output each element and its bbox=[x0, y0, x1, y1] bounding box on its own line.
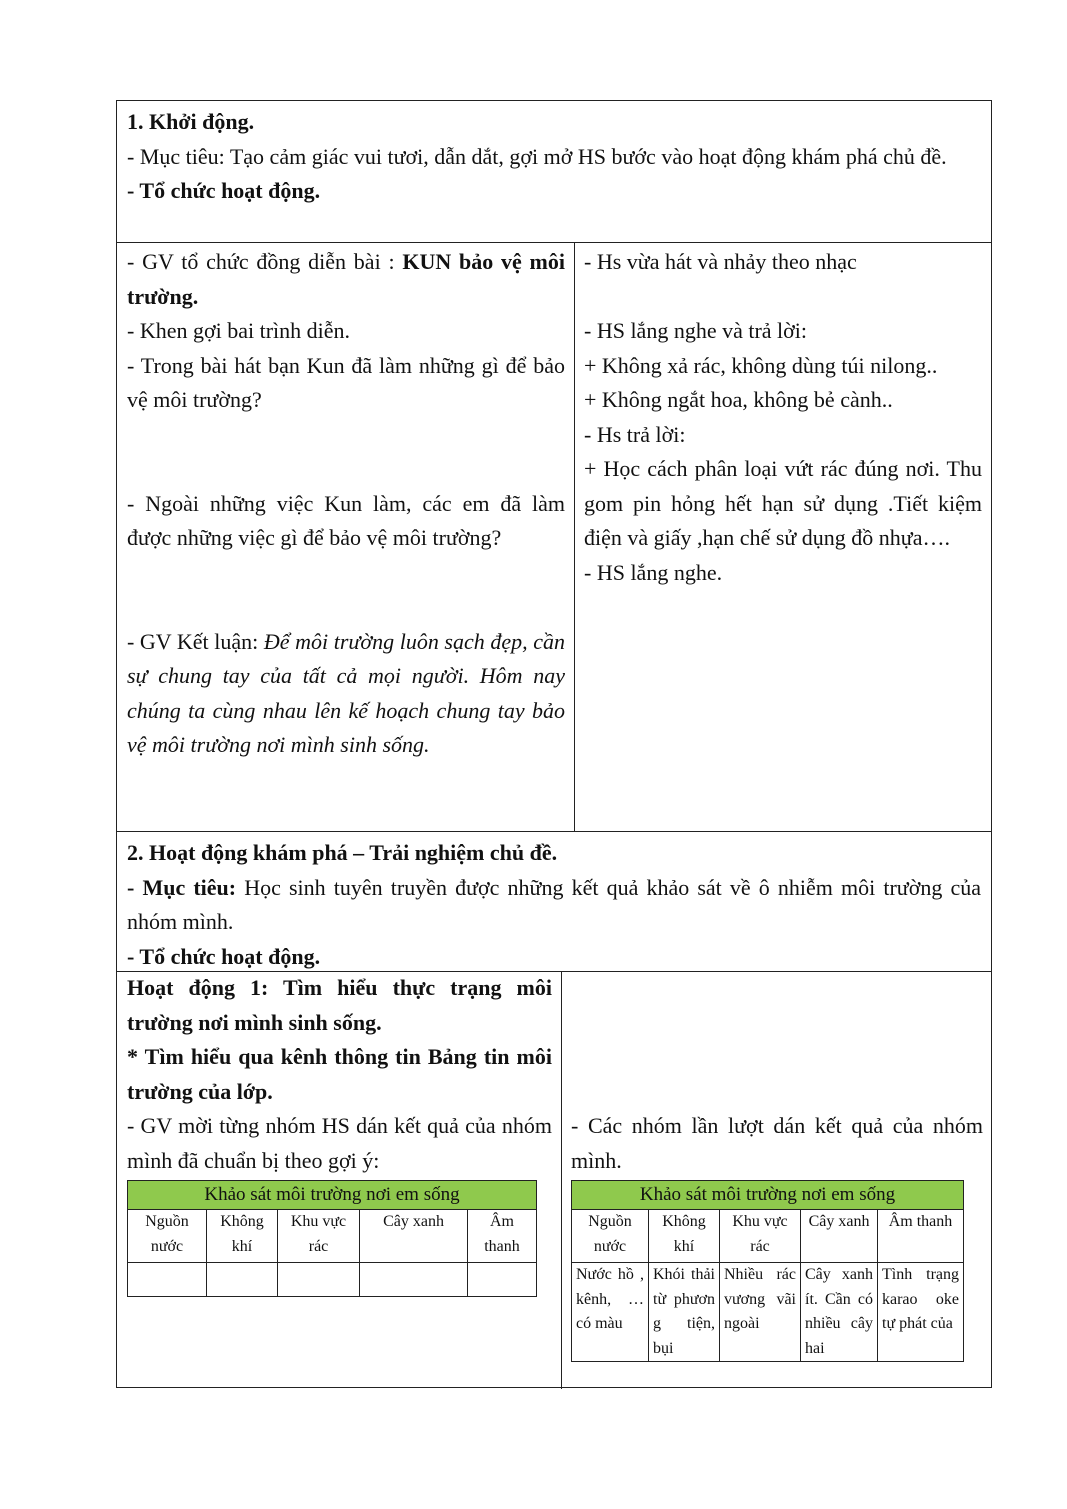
teacher-step-2: - Khen gợi bai trình diễn. bbox=[127, 318, 351, 343]
section-2-objective bbox=[127, 871, 981, 940]
table-cell bbox=[360, 1263, 468, 1297]
teacher-conclusion bbox=[127, 625, 565, 763]
teacher-step-1-text: - GV tổ chức đồng diễn bài : bbox=[127, 249, 403, 274]
teacher-conclusion-label: - GV Kết luận: bbox=[127, 628, 264, 654]
teacher-column-2 bbox=[127, 971, 552, 1178]
header-sound: Âm thanh bbox=[468, 1210, 537, 1263]
student-column bbox=[584, 245, 982, 590]
table-cell bbox=[278, 1263, 360, 1297]
student-step-5: - Hs trả lời: bbox=[584, 421, 686, 447]
survey-table-empty bbox=[127, 1180, 537, 1297]
header-air: Không khí bbox=[649, 1210, 720, 1263]
teacher-conclusion-text: Để môi trường luôn sạch đẹp, cần sự chung tay của tất cả mọi người. Hôm nay chúng ta cùng nhau lên kế hoạch chung tay bảo vệ môi trường nơi mình sinh sống. bbox=[127, 628, 565, 757]
column-divider bbox=[561, 971, 562, 1389]
table-cell bbox=[128, 1263, 207, 1297]
section-2-objective-text: Học sinh tuyên truyền được những kết quả khảo sát về ô nhiễm môi trường của nhóm mình. bbox=[127, 874, 981, 934]
header-trees: Cây xanh bbox=[360, 1210, 468, 1263]
survey-caption: Khảo sát môi trường nơi em sống bbox=[128, 1181, 537, 1210]
table-cell bbox=[207, 1263, 278, 1297]
header-trees: Cây xanh bbox=[801, 1210, 878, 1263]
table-cell: Khói thải từ phươn g tiện, bụi bbox=[649, 1263, 720, 1362]
student-step-7: - HS lắng nghe. bbox=[584, 559, 723, 585]
spacer bbox=[127, 418, 565, 487]
activity-1-subtitle: * Tìm hiểu qua kênh thông tin Bảng tin môi trường của lớp. bbox=[127, 1044, 552, 1104]
section-2-header bbox=[117, 832, 991, 978]
table-cell: Cây xanh ít. Cần có nhiều cây hai bbox=[801, 1263, 878, 1362]
teacher-step-4: - Ngoài những việc Kun làm, các em đã làm được những việc gì để bảo vệ môi trường? bbox=[127, 490, 565, 550]
divider bbox=[117, 242, 991, 243]
activity-1-title: Hoạt động 1: Tìm hiểu thực trạng môi trường nơi mình sinh sống. bbox=[127, 975, 552, 1035]
student-response: - Các nhóm lần lượt dán kết quả của nhóm mình. bbox=[571, 1113, 983, 1173]
table-cell: Nhiều rác vương vãi ngoài bbox=[720, 1263, 801, 1362]
table-cell: Tình trạng karao oke tự phát của bbox=[878, 1263, 964, 1362]
header-water: Nguồn nước bbox=[128, 1210, 207, 1263]
teacher-instruction: - GV mời từng nhóm HS dán kết quả của nhóm mình đã chuẩn bị theo gợi ý: bbox=[127, 1113, 552, 1173]
table-cell bbox=[468, 1263, 537, 1297]
section-2-organize: - Tổ chức hoạt động. bbox=[127, 943, 321, 969]
teacher-step-1 bbox=[127, 245, 565, 314]
section-1-header bbox=[117, 101, 991, 213]
spacer bbox=[584, 280, 982, 315]
student-column-2 bbox=[571, 1109, 983, 1178]
survey-table-filled bbox=[571, 1180, 964, 1362]
student-step-6: + Học cách phân loại vứt rác đúng nơi. Thu gom pin hỏng hết hạn sử dụng .Tiết kiệm điện và giấy ,hạn chế sử dụng đồ nhựa…. bbox=[584, 456, 982, 550]
header-waste: Khu vực rác bbox=[278, 1210, 360, 1263]
section-1-objective: - Mục tiêu: Tạo cảm giác vui tươi, dẫn dắt, gợi mở HS bước vào hoạt động khám phá chủ đề. bbox=[127, 143, 947, 169]
survey-caption: Khảo sát môi trường nơi em sống bbox=[572, 1181, 964, 1210]
header-sound: Âm thanh bbox=[878, 1210, 964, 1263]
student-step-3: + Không xả rác, không dùng túi nilong.. bbox=[584, 352, 938, 378]
student-step-2: - HS lắng nghe và trả lời: bbox=[584, 318, 808, 343]
section-1-organize: - Tổ chức hoạt động. bbox=[127, 178, 321, 203]
header-water: Nguồn nước bbox=[572, 1210, 649, 1263]
column-divider bbox=[574, 242, 575, 831]
student-step-4: + Không ngắt hoa, không bẻ cành.. bbox=[584, 387, 893, 412]
section-2-title: 2. Hoạt động khám phá – Trải nghiệm chủ đề. bbox=[127, 840, 558, 865]
section-1-title: 1. Khởi động. bbox=[127, 109, 255, 134]
header-air: Không khí bbox=[207, 1210, 278, 1263]
song-title: KUN bảo vệ môi trường. bbox=[127, 249, 565, 309]
teacher-column bbox=[127, 245, 565, 763]
lesson-plan-table bbox=[116, 100, 992, 1388]
table-cell: Nước hồ , kênh, …có màu bbox=[572, 1263, 649, 1362]
spacer bbox=[127, 556, 565, 625]
section-2-objective-label: - Mục tiêu: bbox=[127, 874, 237, 900]
teacher-step-3: - Trong bài hát bạn Kun đã làm những gì để bảo vệ môi trường? bbox=[127, 352, 565, 412]
student-step-1: - Hs vừa hát và nhảy theo nhạc bbox=[584, 249, 857, 274]
header-waste: Khu vực rác bbox=[720, 1210, 801, 1263]
